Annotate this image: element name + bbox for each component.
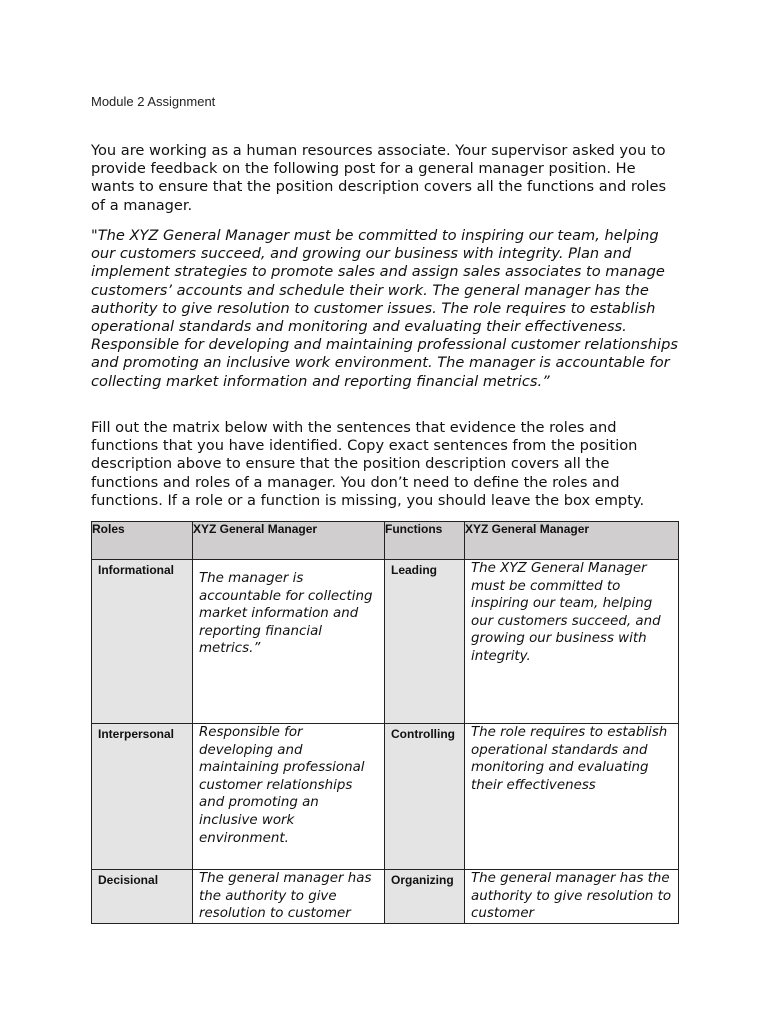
header-function-gm: XYZ General Manager (465, 522, 679, 560)
header-role-gm: XYZ General Manager (193, 522, 385, 560)
role-evidence-cell[interactable]: Responsible for developing and maintaining professional customer relationships and promoting an inclusive work environment. (193, 724, 385, 870)
matrix-row-decisional (92, 870, 679, 924)
role-evidence-text: The general manager has the authority to give resolution to customer (199, 871, 372, 922)
function-evidence-cell[interactable] (465, 870, 679, 924)
function-evidence-cell[interactable]: The XYZ General Manager must be committed to inspiring our team, helping our customers succeed, and growing our business with integrity. (465, 560, 679, 724)
matrix-row-informational (92, 560, 679, 724)
role-label: Interpersonal (92, 724, 193, 870)
function-label: Organizing (385, 870, 465, 924)
role-evidence-cell[interactable] (193, 560, 385, 724)
instructions-paragraph: Fill out the matrix below with the sentences that evidence the roles and functions that you have identified. Copy exact sentences from the position description above to ensure that the position description covers all the functions and roles of a manager. You don’t need to define the roles and functions. If a role or a function is missing, you should leave the box empty. (91, 419, 645, 509)
role-evidence-text: The manager is accountable for collecting market information and reporting financial metrics.” (199, 571, 373, 657)
function-evidence-text: The general manager has the authority to give resolution to customer (471, 871, 672, 922)
role-label: Informational (92, 560, 193, 724)
function-label: Leading (385, 560, 465, 724)
header-roles: Roles (92, 522, 193, 560)
function-label: Controlling (385, 724, 465, 870)
matrix-header-row (92, 522, 679, 560)
role-evidence-cell[interactable] (193, 870, 385, 924)
function-evidence-cell[interactable]: The role requires to establish operational standards and monitoring and evaluating their effectiveness (465, 724, 679, 870)
document-heading: Module 2 Assignment (91, 94, 216, 109)
matrix-row-interpersonal (92, 724, 679, 870)
job-description-quote: "The XYZ General Manager must be committed to inspiring our team, helping our customers succeed, and growing our business with integrity. Plan and implement strategies to promote sales and assign sales associates to manage customers’ accounts and schedule their work. The general manager has the authority to give resolution to customer issues. The role requires to establish operational standards and monitoring and evaluating their effectiveness. Responsible for developing and maintaining professional customer relationships and promoting an inclusive work environment. The manager is accountable for collecting market information and reporting financial metrics.” (91, 227, 678, 390)
intro-paragraph: You are working as a human resources associate. Your supervisor asked you to provide feedback on the following post for a general manager position. He wants to ensure that the position description covers all the functions and roles of a manager. (91, 142, 667, 214)
role-label: Decisional (92, 870, 193, 924)
header-functions: Functions (385, 522, 465, 560)
roles-functions-matrix (91, 521, 679, 924)
